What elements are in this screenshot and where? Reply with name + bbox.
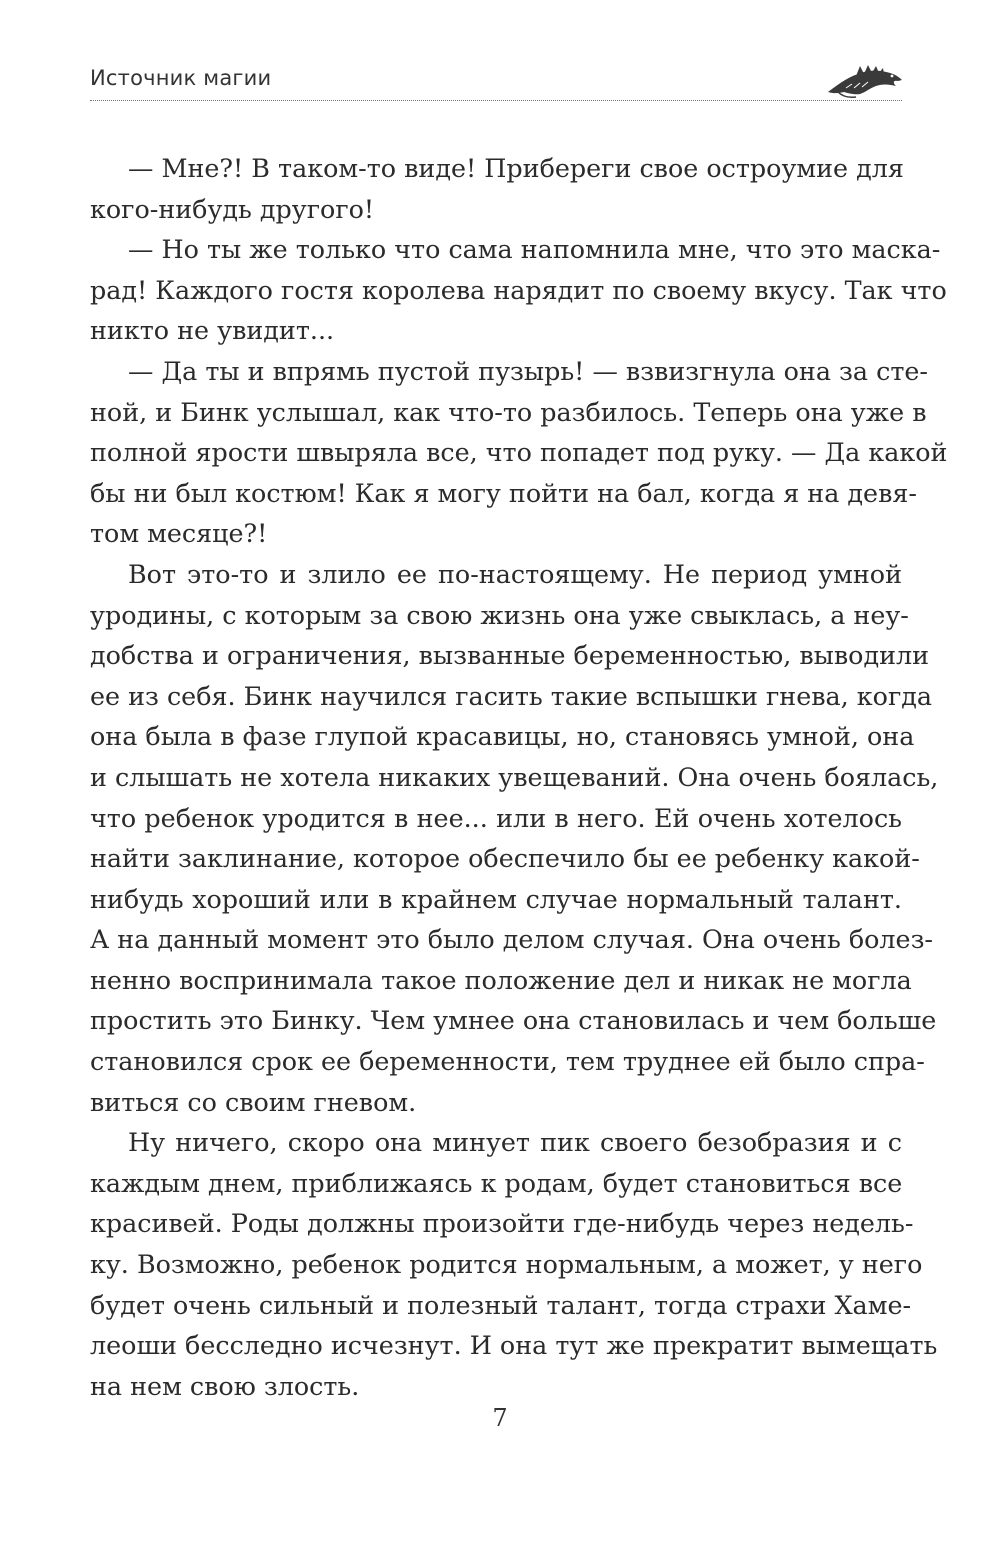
text-line: найти заклинание, которое обеспечило бы ее ребенку какой- [90, 843, 920, 874]
text-line: нибудь хороший или в крайнем случае нормальный талант. [90, 883, 902, 914]
text-line: ненно воспринимала такое положение дел и никак не могла [90, 964, 912, 995]
dragon-icon [826, 62, 906, 100]
text-line: Ну ничего, скоро она минует пик своего безобразия и с [128, 1127, 902, 1158]
text-line: виться со своим гневом. [90, 1086, 417, 1117]
text-line: кого-нибудь другого! [90, 193, 375, 224]
text-line: ной, и Бинк услышал, как что-то разбилось. Теперь она уже в [90, 396, 927, 427]
running-header [90, 62, 902, 106]
text-line: рад! Каждого гостя королева нарядит по своему вкусу. Так что [90, 274, 947, 305]
text-line: полной ярости швыряла все, что попадет под руку. — Да какой [90, 437, 948, 468]
page-number: 7 [492, 1404, 508, 1432]
text-line: — Но ты же только что сама напомнила мне, что это маска- [128, 234, 941, 265]
text-line: никто не увидит... [90, 315, 335, 346]
text-line: она была в фазе глупой красавицы, но, становясь умной, она [90, 721, 915, 752]
paragraph [90, 148, 902, 229]
text-line: становился срок ее беременности, тем труднее ей было спра- [90, 1046, 925, 1077]
running-title: Источник магии [90, 66, 272, 90]
text-line: что ребенок уродится в нее... или в него. Ей очень хотелось [90, 802, 902, 833]
text-line: ку. Возможно, ребенок родится нормальным, а может, у него [90, 1249, 923, 1280]
paragraph [90, 351, 948, 554]
paragraph [90, 554, 939, 1122]
paragraph [90, 229, 947, 351]
text-line: добства и ограничения, вызванные беременностью, выводили [90, 640, 930, 671]
text-line: — Да ты и впрямь пустой пузырь! — взвизгнула она за сте- [128, 355, 928, 386]
text-line: уродины, с которым за свою жизнь она уже свыклась, а неу- [90, 599, 909, 630]
text-line: каждым днем, приближаясь к родам, будет становиться все [90, 1167, 903, 1198]
body-text [90, 148, 948, 1406]
text-line: леоши бесследно исчезнут. И она тут же прекратит вымещать [90, 1330, 938, 1361]
text-line: и слышать не хотела никаких увещеваний. Она очень боялась, [90, 761, 939, 792]
text-line: том месяце?! [90, 518, 268, 549]
text-line: Вот это-то и злило ее по-настоящему. Не период умной [128, 558, 902, 589]
text-line: ее из себя. Бинк научился гасить такие вспышки гнева, когда [90, 680, 933, 711]
paragraph [90, 1122, 938, 1406]
text-line: на нем свою злость. [90, 1370, 360, 1401]
text-line: простить это Бинку. Чем умнее она становилась и чем больше [90, 1005, 937, 1036]
text-line: бы ни был костюм! Как я могу пойти на бал, когда я на девя- [90, 477, 917, 508]
text-line: красивей. Роды должны произойти где-нибудь через недель- [90, 1208, 914, 1239]
text-line: будет очень сильный и полезный талант, тогда страхи Хаме- [90, 1289, 912, 1320]
text-line: — Мне?! В таком-то виде! Прибереги свое остроумие для [128, 153, 904, 183]
text-line: А на данный момент это было делом случая. Она очень болез- [90, 924, 933, 955]
header-rule [90, 100, 902, 101]
